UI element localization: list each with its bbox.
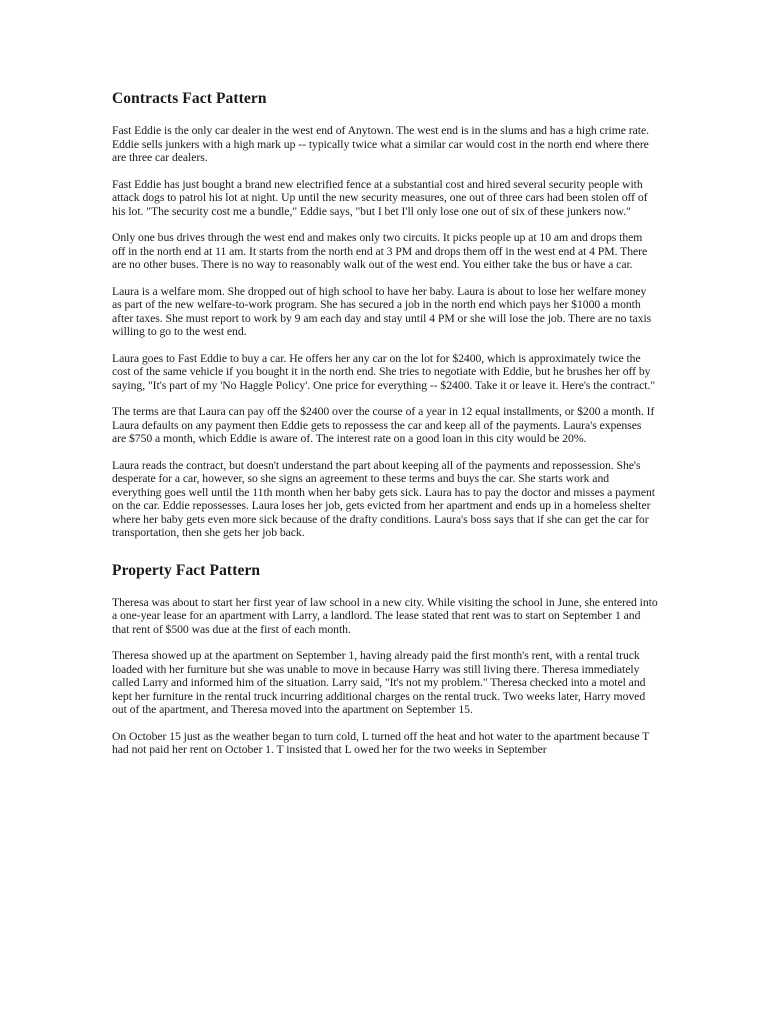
- contracts-paragraph-5: Laura goes to Fast Eddie to buy a car. He offers her any car on the lot for $2400, which is approximately twice the cost of the same vehicle if you bought it in the north end. She tries to negotiate with Eddie, but he brushes her off by saying, "It's part of my 'No Haggle Policy'. One price for everything -- $2400. Take it or leave it. Here's the contract.": [112, 351, 656, 392]
- contracts-paragraph-3: Only one bus drives through the west end and makes only two circuits. It picks people up at 10 am and drops them off in the north end at 11 am. It starts from the north end at 3 PM and drops them off in the west end at 4 PM. There are no other buses. There is no way to reasonably walk out of the west end. You either take the bus or have a car.: [112, 231, 648, 271]
- document-page: [112, 90, 658, 770]
- property-paragraph-2: Theresa showed up at the apartment on September 1, having already paid the first month's rent, with a rental truck loaded with her furniture but she was unable to move in because Harry was still living there. Theresa immediately called Larry and informed him of the situation. Larry said, "It's not my problem." Theresa checked into a motel and kept her furniture in the rental truck incurring additional charges on the rental truck. Two weeks later, Harry moved out of the apartment, and Theresa moved into the apartment on September 15.: [112, 649, 646, 716]
- contracts-heading: Contracts Fact Pattern: [112, 90, 267, 107]
- property-heading: Property Fact Pattern: [112, 561, 261, 579]
- contracts-paragraph-4: Laura is a welfare mom. She dropped out of high school to have her baby. Laura is about to lose her welfare money as part of the new welfare-to-work program. She has secured a job in the north end which pays her $1000 a month after taxes. She must report to work by 9 am each day and stay until 4 PM or she will lose the job. There are no taxis willing to go to the west end.: [112, 284, 652, 338]
- contracts-paragraph-6: The terms are that Laura can pay off the $2400 over the course of a year in 12 equal installments, or $200 a month. If Laura defaults on any payment then Eddie gets to repossess the car and keep all of the payments. Laura's expenses are $750 a month, which Eddie is aware of. The interest rate on a good loan in this city would be 20%.: [112, 405, 655, 445]
- contracts-paragraph-7: Laura reads the contract, but doesn't understand the part about keeping all of the payments and repossession. She's desperate for a car, however, so she signs an agreement to these terms and buys the car. She starts work and everything goes well until the 11th month when her baby gets sick. Laura has to pay the doctor and misses a payment on the car. Eddie repossesses. Laura loses her job, gets evicted from her apartment and ends up in a homeless shelter where her baby gets even more sick because of the drafty conditions. Laura's boss says that if she can get the car for transportation, then she gets her job back.: [112, 458, 655, 539]
- property-paragraph-3: On October 15 just as the weather began to turn cold, L turned off the heat and hot water to the apartment because T had not paid her rent on October 1. T insisted that L owed her for the two weeks in September: [112, 729, 650, 756]
- contracts-paragraph-2: Fast Eddie has just bought a brand new electrified fence at a substantial cost and hired several security people with attack dogs to patrol his lot at night. Up until the new security measures, one out of three cars had been stolen off of his lot. "The security cost me a bundle," Eddie says, "but I bet I'll only lose one out of six of these junkers now.": [112, 177, 648, 218]
- contracts-paragraph-1: Fast Eddie is the only car dealer in the west end of Anytown. The west end is in the slums and has a high crime rate. Eddie sells junkers with a high mark up -- typically twice what a similar car would cost in the north end where there are three car dealers.: [112, 124, 649, 164]
- property-paragraph-1: Theresa was about to start her first year of law school in a new city. While visiting the school in June, she entered into a one-year lease for an apartment with Larry, a landlord. The lease stated that rent was to start on September 1 and that rent of $500 was due at the first of each month.: [112, 595, 658, 636]
